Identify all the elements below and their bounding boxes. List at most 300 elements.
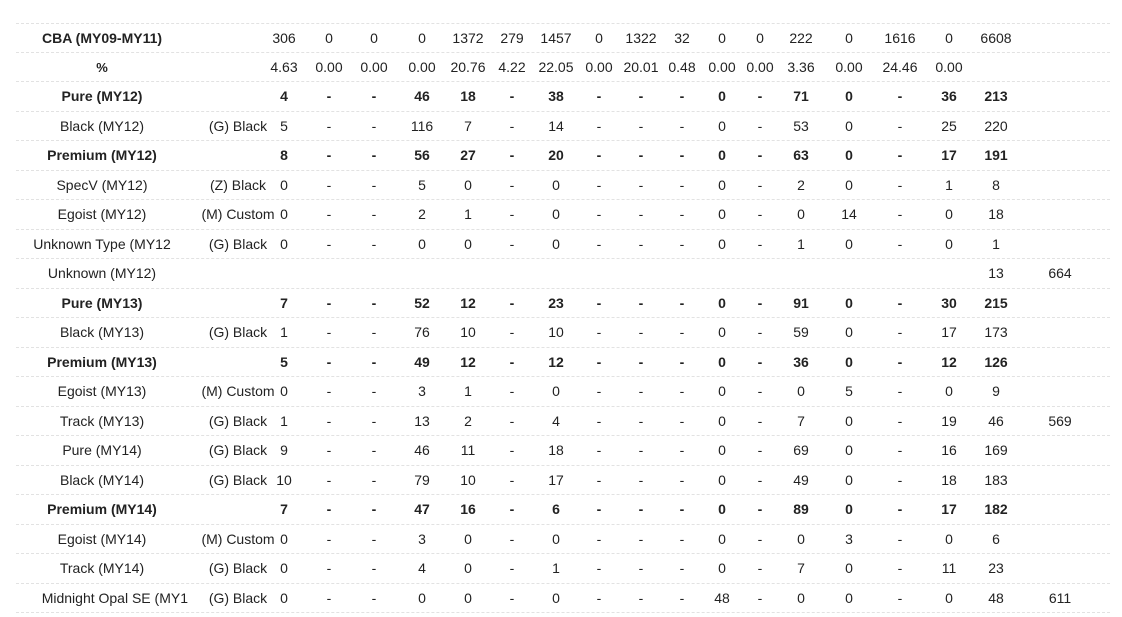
value-cell: 91 bbox=[793, 294, 809, 311]
row-type: (G) Black bbox=[208, 442, 268, 458]
value-cell: 13 bbox=[414, 412, 430, 429]
value-cell: - bbox=[638, 353, 644, 370]
value-cell: 53 bbox=[793, 117, 809, 134]
value-cell: 0.00 bbox=[585, 58, 613, 75]
value-cell: 16 bbox=[941, 442, 957, 458]
value-cell: - bbox=[638, 147, 644, 163]
value-cell: 0 bbox=[464, 530, 472, 547]
value-cell: - bbox=[596, 560, 602, 576]
value-cell: 11 bbox=[460, 442, 476, 458]
value-cell: - bbox=[679, 88, 685, 104]
value-cell: - bbox=[596, 530, 602, 547]
row-name: SpecV (MY12) bbox=[56, 176, 148, 193]
value-cell: - bbox=[757, 324, 763, 340]
value-cell: - bbox=[638, 176, 644, 193]
value-cell: - bbox=[371, 589, 377, 606]
value-cell bbox=[924, 259, 974, 288]
value-cell: 5 bbox=[418, 176, 426, 193]
value-cell: - bbox=[757, 117, 763, 134]
value-cell: 12 bbox=[460, 294, 476, 311]
value-cell: - bbox=[596, 206, 602, 222]
value-cell: - bbox=[679, 176, 685, 193]
value-cell: 0 bbox=[718, 294, 726, 311]
group-total-cell bbox=[1035, 466, 1085, 495]
value-cell: 19 bbox=[941, 412, 957, 429]
value-cell: - bbox=[596, 324, 602, 340]
row-name: Unknown Type (MY12 bbox=[33, 235, 171, 252]
value-cell: - bbox=[371, 501, 377, 517]
value-cell: 17 bbox=[548, 471, 564, 488]
value-cell: - bbox=[679, 353, 685, 370]
value-cell: 0 bbox=[756, 30, 764, 46]
value-cell: - bbox=[679, 147, 685, 163]
value-cell: - bbox=[897, 147, 903, 163]
total-cell: 18 bbox=[988, 206, 1004, 222]
value-cell: - bbox=[757, 147, 763, 163]
value-cell: 5 bbox=[280, 353, 288, 370]
value-cell: 0.00 bbox=[708, 58, 736, 75]
value-cell: 10 bbox=[548, 324, 564, 340]
value-cell: 116 bbox=[410, 117, 434, 134]
value-cell: - bbox=[897, 324, 903, 340]
table-row bbox=[16, 230, 1110, 260]
value-cell: - bbox=[326, 353, 332, 370]
value-cell: 4 bbox=[280, 88, 288, 104]
value-cell: 0 bbox=[845, 30, 853, 46]
value-cell: 46 bbox=[414, 88, 430, 104]
value-cell: - bbox=[509, 206, 515, 222]
value-cell: 49 bbox=[414, 353, 430, 370]
value-cell: 4.63 bbox=[270, 58, 298, 75]
row-name: Egoist (MY12) bbox=[57, 206, 147, 222]
value-cell: 9 bbox=[280, 442, 288, 458]
value-cell: - bbox=[897, 501, 903, 517]
value-cell: - bbox=[371, 383, 377, 399]
value-cell: 0.48 bbox=[668, 58, 696, 75]
value-cell: 18 bbox=[548, 442, 564, 458]
value-cell: - bbox=[371, 294, 377, 311]
row-name: Black (MY13) bbox=[59, 324, 145, 340]
value-cell: - bbox=[596, 235, 602, 252]
value-cell: - bbox=[897, 589, 903, 606]
table-row bbox=[16, 554, 1110, 584]
value-cell: - bbox=[371, 412, 377, 429]
value-cell: - bbox=[596, 147, 602, 163]
value-cell: 7 bbox=[464, 117, 472, 134]
value-cell bbox=[259, 259, 309, 288]
total-cell: 126 bbox=[984, 353, 1008, 370]
value-cell: - bbox=[596, 294, 602, 311]
value-cell: - bbox=[509, 176, 515, 193]
value-cell: 0 bbox=[464, 235, 472, 252]
value-cell: - bbox=[326, 235, 332, 252]
value-cell: 22.05 bbox=[538, 58, 574, 75]
value-cell: - bbox=[679, 501, 685, 517]
value-cell: 0 bbox=[845, 442, 853, 458]
value-cell: - bbox=[326, 206, 332, 222]
table-row bbox=[16, 318, 1110, 348]
value-cell: 0.00 bbox=[315, 58, 343, 75]
value-cell: 0 bbox=[718, 30, 726, 46]
value-cell: - bbox=[679, 530, 685, 547]
value-cell: 0 bbox=[845, 235, 853, 252]
value-cell bbox=[304, 259, 354, 288]
value-cell: - bbox=[679, 412, 685, 429]
value-cell: - bbox=[326, 412, 332, 429]
value-cell: - bbox=[509, 235, 515, 252]
value-cell: 5 bbox=[280, 117, 288, 134]
value-cell bbox=[776, 259, 826, 288]
value-cell: 18 bbox=[941, 471, 957, 488]
value-cell: - bbox=[371, 206, 377, 222]
row-type: (M) Custom bbox=[201, 383, 275, 399]
value-cell: 32 bbox=[674, 30, 690, 46]
value-cell: 0 bbox=[797, 206, 805, 222]
total-cell: 191 bbox=[984, 147, 1008, 163]
value-cell: 0 bbox=[325, 30, 333, 46]
row-type: (G) Black bbox=[208, 324, 268, 340]
row-name: Egoist (MY13) bbox=[57, 383, 147, 399]
row-type: (M) Custom bbox=[201, 206, 275, 222]
value-cell: - bbox=[326, 589, 332, 606]
value-cell: 0 bbox=[845, 412, 853, 429]
value-cell: - bbox=[596, 117, 602, 134]
value-cell: 0.00 bbox=[360, 58, 388, 75]
value-cell: - bbox=[757, 501, 763, 517]
value-cell: 1 bbox=[280, 412, 288, 429]
total-cell: 9 bbox=[992, 383, 1000, 399]
value-cell: - bbox=[371, 353, 377, 370]
value-cell: 25 bbox=[941, 117, 957, 134]
value-cell bbox=[875, 259, 925, 288]
value-cell: - bbox=[897, 176, 903, 193]
value-cell: - bbox=[509, 117, 515, 134]
value-cell: - bbox=[596, 442, 602, 458]
value-cell: - bbox=[638, 383, 644, 399]
value-cell: - bbox=[326, 117, 332, 134]
value-cell: 79 bbox=[414, 471, 430, 488]
row-name: Black (MY14) bbox=[59, 471, 145, 488]
value-cell: - bbox=[679, 324, 685, 340]
value-cell: - bbox=[596, 471, 602, 488]
value-cell: 0 bbox=[845, 471, 853, 488]
total-cell: 46 bbox=[988, 412, 1004, 429]
value-cell: - bbox=[596, 353, 602, 370]
group-total-cell bbox=[1035, 141, 1085, 170]
value-cell: 0 bbox=[552, 176, 560, 193]
row-type: (M) Custom bbox=[201, 530, 275, 547]
group-total-cell: 569 bbox=[1048, 412, 1072, 429]
value-cell: 10 bbox=[460, 324, 476, 340]
value-cell: 11 bbox=[941, 560, 957, 576]
value-cell: 7 bbox=[797, 412, 805, 429]
value-cell: - bbox=[596, 412, 602, 429]
value-cell: 1 bbox=[280, 324, 288, 340]
value-cell: 0 bbox=[418, 30, 426, 46]
total-cell: 8 bbox=[992, 176, 1000, 193]
value-cell: 0 bbox=[718, 530, 726, 547]
value-cell: - bbox=[509, 294, 515, 311]
total-cell bbox=[971, 53, 1021, 82]
value-cell: 0 bbox=[718, 206, 726, 222]
group-total-cell bbox=[1035, 112, 1085, 141]
value-cell: - bbox=[371, 471, 377, 488]
row-name: Premium (MY14) bbox=[47, 501, 157, 517]
value-cell: - bbox=[638, 324, 644, 340]
value-cell: 0 bbox=[464, 589, 472, 606]
value-cell: 0 bbox=[280, 589, 288, 606]
row-name: CBA (MY09-MY11) bbox=[41, 30, 163, 46]
value-cell: 0 bbox=[797, 530, 805, 547]
value-cell: - bbox=[326, 560, 332, 576]
total-cell: 220 bbox=[984, 117, 1008, 134]
value-cell: - bbox=[638, 442, 644, 458]
value-cell: 71 bbox=[793, 88, 809, 104]
value-cell: 0 bbox=[464, 560, 472, 576]
group-total-cell bbox=[1035, 377, 1085, 406]
value-cell: 89 bbox=[793, 501, 809, 517]
row-name: Black (MY12) bbox=[59, 117, 145, 134]
value-cell: - bbox=[371, 176, 377, 193]
value-cell: 0 bbox=[845, 353, 853, 370]
group-total-cell bbox=[1035, 230, 1085, 259]
value-cell: 0 bbox=[718, 176, 726, 193]
value-cell: 30 bbox=[941, 294, 957, 311]
value-cell: - bbox=[757, 353, 763, 370]
value-cell: - bbox=[371, 324, 377, 340]
value-cell: - bbox=[596, 176, 602, 193]
value-cell: 0 bbox=[280, 206, 288, 222]
value-cell: 47 bbox=[414, 501, 430, 517]
value-cell: 0 bbox=[718, 501, 726, 517]
value-cell: - bbox=[371, 235, 377, 252]
value-cell: - bbox=[509, 501, 515, 517]
value-cell: 0 bbox=[718, 560, 726, 576]
value-cell: - bbox=[638, 206, 644, 222]
value-cell: - bbox=[757, 88, 763, 104]
value-cell: 3 bbox=[418, 383, 426, 399]
total-cell: 183 bbox=[984, 471, 1008, 488]
group-total-cell: 664 bbox=[1048, 265, 1072, 281]
value-cell: - bbox=[757, 589, 763, 606]
value-cell: - bbox=[638, 589, 644, 606]
value-cell: 38 bbox=[548, 88, 564, 104]
value-cell: - bbox=[326, 383, 332, 399]
value-cell: 1 bbox=[552, 560, 560, 576]
value-cell: - bbox=[638, 294, 644, 311]
value-cell: 0 bbox=[718, 117, 726, 134]
value-cell: - bbox=[897, 383, 903, 399]
value-cell: 0 bbox=[718, 147, 726, 163]
value-cell: 1 bbox=[945, 176, 953, 193]
value-cell: 59 bbox=[793, 324, 809, 340]
value-cell bbox=[443, 259, 493, 288]
total-cell: 6 bbox=[992, 530, 1000, 547]
value-cell: - bbox=[679, 560, 685, 576]
value-cell: 0 bbox=[945, 589, 953, 606]
value-cell: - bbox=[371, 147, 377, 163]
total-cell: 182 bbox=[984, 501, 1008, 517]
group-total-cell bbox=[1035, 53, 1085, 82]
value-cell: 306 bbox=[272, 30, 296, 46]
group-total-cell bbox=[1035, 348, 1085, 377]
value-cell: - bbox=[757, 176, 763, 193]
value-cell: 10 bbox=[460, 471, 476, 488]
value-cell: - bbox=[757, 294, 763, 311]
value-cell: - bbox=[371, 117, 377, 134]
value-cell: 0 bbox=[552, 206, 560, 222]
value-cell: 0.00 bbox=[835, 58, 863, 75]
value-cell: - bbox=[757, 530, 763, 547]
table-row bbox=[16, 23, 1110, 53]
value-cell: 63 bbox=[793, 147, 809, 163]
group-total-cell bbox=[1035, 82, 1085, 111]
value-cell: 17 bbox=[941, 324, 957, 340]
value-cell: 0 bbox=[945, 30, 953, 46]
value-cell: 0 bbox=[845, 501, 853, 517]
value-cell: - bbox=[326, 88, 332, 104]
value-cell: 20.01 bbox=[623, 58, 659, 75]
value-cell: 7 bbox=[797, 560, 805, 576]
value-cell: 56 bbox=[414, 147, 430, 163]
value-cell: 0 bbox=[552, 589, 560, 606]
group-total-cell bbox=[1035, 554, 1085, 583]
value-cell: - bbox=[638, 235, 644, 252]
value-cell: 0 bbox=[280, 560, 288, 576]
value-cell: - bbox=[679, 117, 685, 134]
value-cell: 0 bbox=[718, 324, 726, 340]
value-cell: 0 bbox=[945, 206, 953, 222]
table-row bbox=[16, 466, 1110, 496]
row-type: (G) Black bbox=[208, 117, 268, 134]
value-cell: - bbox=[509, 442, 515, 458]
value-cell: - bbox=[679, 471, 685, 488]
value-cell: 12 bbox=[548, 353, 564, 370]
value-cell: - bbox=[638, 530, 644, 547]
value-cell: 0 bbox=[845, 88, 853, 104]
value-cell: 4.22 bbox=[498, 58, 526, 75]
group-total-cell bbox=[1035, 171, 1085, 200]
value-cell: 0 bbox=[718, 471, 726, 488]
row-name: Pure (MY14) bbox=[62, 442, 142, 458]
value-cell: - bbox=[679, 442, 685, 458]
value-cell: 2 bbox=[464, 412, 472, 429]
value-cell: 1 bbox=[464, 206, 472, 222]
value-cell: 0 bbox=[280, 530, 288, 547]
value-cell: 0 bbox=[845, 324, 853, 340]
table-row bbox=[16, 82, 1110, 112]
value-cell: - bbox=[897, 353, 903, 370]
value-cell: - bbox=[897, 412, 903, 429]
value-cell: 23 bbox=[548, 294, 564, 311]
value-cell: 0 bbox=[945, 235, 953, 252]
value-cell: 69 bbox=[793, 442, 809, 458]
value-cell: - bbox=[897, 206, 903, 222]
row-name: Midnight Opal SE (MY1 bbox=[41, 589, 188, 606]
value-cell: - bbox=[679, 383, 685, 399]
value-cell: - bbox=[326, 324, 332, 340]
value-cell: 1457 bbox=[540, 30, 572, 46]
total-cell: 13 bbox=[988, 265, 1004, 281]
row-name: Pure (MY12) bbox=[61, 88, 143, 104]
value-cell: - bbox=[326, 176, 332, 193]
value-cell: - bbox=[371, 442, 377, 458]
value-cell: 10 bbox=[276, 471, 292, 488]
value-cell: 2 bbox=[418, 206, 426, 222]
value-cell: - bbox=[897, 117, 903, 134]
value-cell: 0 bbox=[552, 383, 560, 399]
row-name: % bbox=[96, 59, 108, 75]
value-cell: 1322 bbox=[625, 30, 657, 46]
value-cell: - bbox=[679, 589, 685, 606]
value-cell: - bbox=[509, 88, 515, 104]
table-row bbox=[16, 289, 1110, 319]
row-name: Egoist (MY14) bbox=[57, 530, 147, 547]
value-cell: 12 bbox=[941, 353, 957, 370]
value-cell: - bbox=[596, 88, 602, 104]
value-cell: 7 bbox=[280, 501, 288, 517]
value-cell: 14 bbox=[548, 117, 564, 134]
value-cell: 0 bbox=[945, 530, 953, 547]
value-cell: 7 bbox=[280, 294, 288, 311]
value-cell: 48 bbox=[714, 589, 730, 606]
value-cell: 1372 bbox=[452, 30, 484, 46]
value-cell: 52 bbox=[414, 294, 430, 311]
group-total-cell bbox=[1035, 495, 1085, 524]
row-name: Premium (MY13) bbox=[47, 353, 157, 370]
value-cell: 5 bbox=[845, 383, 853, 399]
value-cell: - bbox=[638, 471, 644, 488]
value-cell: - bbox=[897, 294, 903, 311]
value-cell: 6 bbox=[552, 501, 560, 517]
value-cell: 14 bbox=[841, 206, 857, 222]
value-cell: 0 bbox=[718, 412, 726, 429]
value-cell: 0 bbox=[845, 176, 853, 193]
value-cell: - bbox=[679, 235, 685, 252]
value-cell: 0.00 bbox=[746, 58, 774, 75]
table-row bbox=[16, 200, 1110, 230]
value-cell: 1616 bbox=[884, 30, 916, 46]
value-cell: 0 bbox=[552, 235, 560, 252]
row-name: Pure (MY13) bbox=[61, 294, 143, 311]
value-cell: 2 bbox=[797, 176, 805, 193]
value-cell: - bbox=[326, 294, 332, 311]
value-cell: 4 bbox=[418, 560, 426, 576]
value-cell: 222 bbox=[789, 30, 813, 46]
value-cell: 0 bbox=[718, 235, 726, 252]
value-cell: - bbox=[596, 383, 602, 399]
row-name: Premium (MY12) bbox=[47, 147, 157, 163]
value-cell: - bbox=[897, 442, 903, 458]
value-cell: - bbox=[596, 589, 602, 606]
value-cell: - bbox=[757, 206, 763, 222]
value-cell: - bbox=[509, 324, 515, 340]
value-cell: 0 bbox=[845, 147, 853, 163]
value-cell: - bbox=[509, 471, 515, 488]
value-cell: - bbox=[509, 383, 515, 399]
value-cell: - bbox=[638, 88, 644, 104]
total-cell: 173 bbox=[984, 324, 1008, 340]
value-cell: - bbox=[679, 206, 685, 222]
value-cell: - bbox=[757, 560, 763, 576]
table-row bbox=[16, 436, 1110, 466]
table-row bbox=[16, 584, 1110, 614]
value-cell: 16 bbox=[460, 501, 476, 517]
value-cell: 27 bbox=[460, 147, 476, 163]
value-cell: 12 bbox=[460, 353, 476, 370]
value-cell: 0 bbox=[718, 383, 726, 399]
value-cell: - bbox=[638, 117, 644, 134]
